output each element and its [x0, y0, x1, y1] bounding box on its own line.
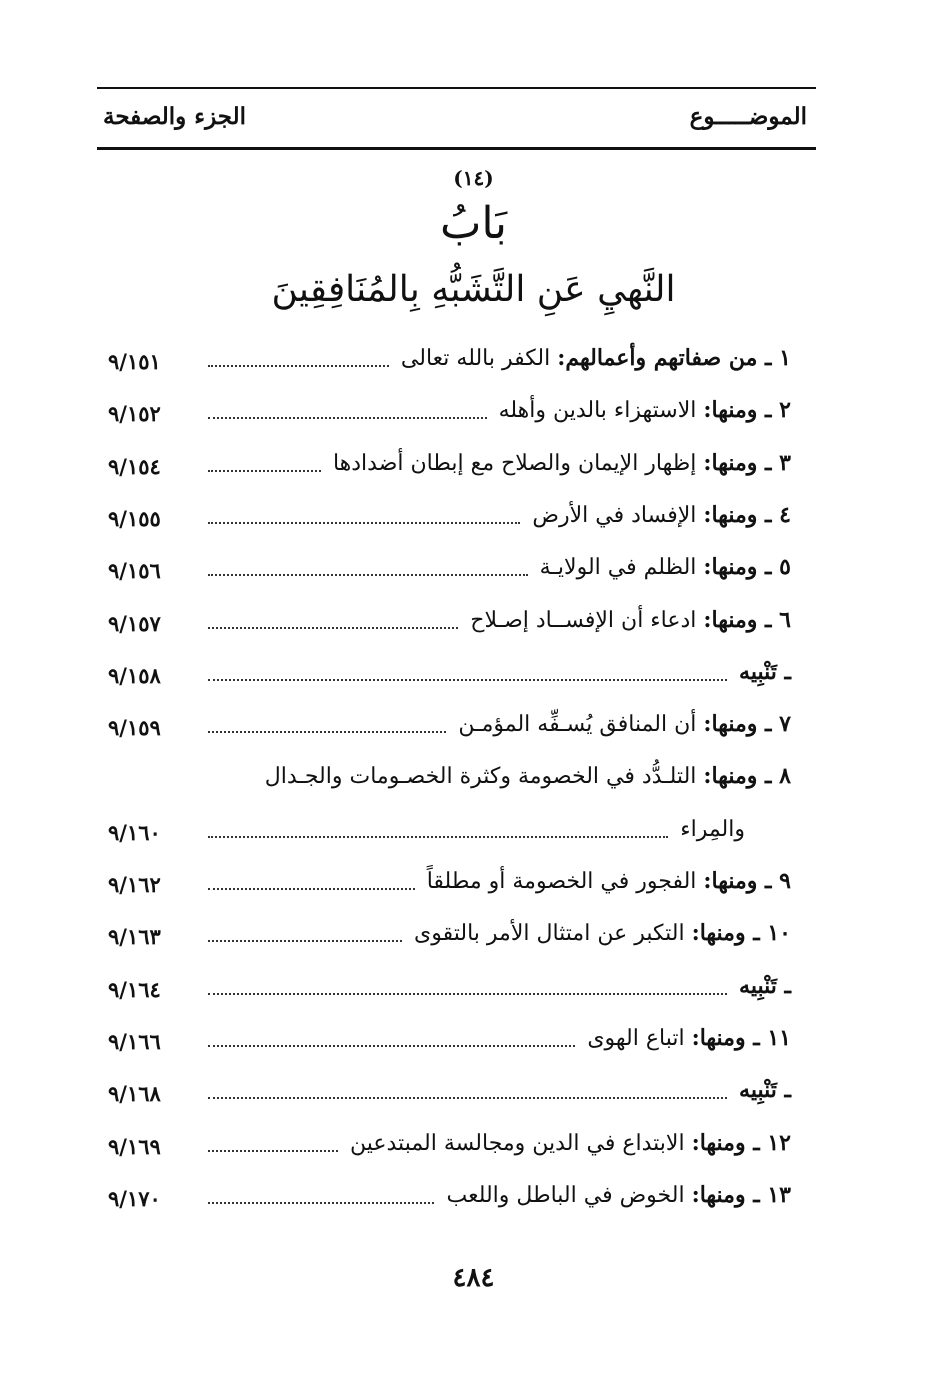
toc-entry-title — [733, 1077, 791, 1103]
toc-entry — [108, 761, 791, 801]
toc-page-ref: ٩/١٦٢ — [108, 872, 161, 897]
toc-entry — [108, 552, 791, 592]
toc-entry-text: الكفر بالله تعالى — [400, 346, 551, 371]
dot-leader — [208, 627, 458, 629]
toc-entry-title — [440, 1182, 791, 1208]
toc-entry-label: ٥ ـ ومنها: — [703, 554, 791, 580]
toc-entry-label: ١١ ـ ومنها: — [691, 1025, 791, 1051]
toc-entry — [108, 448, 791, 488]
toc-entry-title — [395, 345, 791, 371]
toc-entry-title — [259, 763, 791, 789]
toc-entry-title — [493, 397, 791, 423]
header-topic: الموضـــــوع — [689, 103, 807, 130]
toc-entry — [108, 605, 791, 645]
toc-entry-title — [421, 868, 791, 894]
toc-entry — [108, 657, 791, 697]
toc-entry — [108, 1023, 791, 1063]
toc-entry — [108, 343, 791, 383]
toc-entry-text: الخوض في الباطل واللعب — [446, 1183, 685, 1208]
toc-page-ref: ٩/١٥٤ — [108, 454, 161, 479]
toc-page-ref: ٩/١٥٢ — [108, 401, 161, 426]
toc-entry-text: والمِراء — [680, 817, 745, 842]
toc-entry-label: ٤ ـ ومنها: — [703, 502, 791, 528]
toc-entry — [108, 814, 791, 854]
toc-page-ref: ٩/١٦٨ — [108, 1081, 161, 1106]
dot-leader — [208, 679, 727, 681]
toc-entry — [108, 866, 791, 906]
dot-leader — [208, 470, 321, 472]
toc-entry-text: اتباع الهوى — [587, 1026, 685, 1051]
toc-entry-text: الاستهزاء بالدين وأهله — [498, 398, 697, 423]
toc-entry — [108, 395, 791, 435]
toc-entry — [108, 1128, 791, 1168]
toc-entry-label: ٢ ـ ومنها: — [703, 397, 791, 423]
toc-entry-label: ٨ ـ ومنها: — [703, 763, 791, 789]
dot-leader — [208, 731, 446, 733]
toc-entry-text: التكبر عن امتثال الأمر بالتقوى — [414, 921, 685, 946]
toc-page-ref: ٩/١٦٣ — [108, 924, 161, 949]
toc-entry — [108, 709, 791, 749]
toc-entry-label: ـ تَنْبِيه — [739, 659, 791, 685]
toc-entry-title — [733, 973, 791, 999]
toc-entry — [108, 500, 791, 540]
top-rule — [97, 87, 816, 89]
toc-entry-title — [674, 816, 745, 842]
toc-page-ref: ٩/١٦٠ — [108, 820, 161, 845]
dot-leader — [208, 940, 402, 942]
header-volume-page: الجزء والصفحة — [103, 103, 247, 130]
toc-page-ref: ٩/١٥١ — [108, 349, 161, 374]
dot-leader — [208, 522, 520, 524]
dot-leader — [208, 1150, 338, 1152]
toc-entry-text: الابتداع في الدين ومجالسة المبتدعين — [350, 1131, 685, 1156]
toc-page-ref: ٩/١٥٥ — [108, 506, 161, 531]
dot-leader — [208, 1202, 434, 1204]
toc-page-ref: ٩/١٦٤ — [108, 977, 161, 1002]
toc-entry-title — [526, 502, 791, 528]
toc-entry-label: ـ تَنْبِيه — [739, 973, 791, 999]
toc-entry-text: إظهار الإيمان والصلاح مع إبطان أضدادها — [332, 451, 697, 476]
toc-entry — [108, 1180, 791, 1220]
toc-entry-label: ٦ ـ ومنها: — [703, 607, 791, 633]
toc-entry-label: ١٢ ـ ومنها: — [691, 1130, 791, 1156]
toc-entry-label: ١ ـ من صفاتهم وأعمالهم: — [557, 345, 791, 371]
dot-leader — [208, 993, 727, 995]
dot-leader — [208, 574, 528, 576]
toc-page-ref: ٩/١٥٦ — [108, 558, 161, 583]
toc-page-ref: ٩/١٥٨ — [108, 663, 161, 688]
toc-entry-title — [408, 920, 791, 946]
toc-entry-label: ٣ ـ ومنها: — [703, 450, 791, 476]
dot-leader — [208, 1045, 575, 1047]
toc-entry-title — [534, 554, 791, 580]
toc-entry-text: الظلم في الولايـة — [539, 555, 697, 580]
toc-entry-title — [464, 607, 791, 633]
toc-entry-text: التلـدُّد في الخصومة وكثرة الخصـومات والجـدال — [264, 764, 697, 789]
toc-entry-label: ١٠ ـ ومنها: — [691, 920, 791, 946]
toc-entry-text: أن المنافق يُسـفِّه المؤمـن — [458, 712, 697, 737]
toc-entry-label: ٧ ـ ومنها: — [703, 711, 791, 737]
chapter-subtitle: النَّهيِ عَنِ التَّشَبُّهِ بِالمُنَافِقِينَ — [271, 269, 676, 310]
toc-entry — [108, 971, 791, 1011]
toc-entry-title — [581, 1025, 791, 1051]
toc-page-ref: ٩/١٦٩ — [108, 1134, 161, 1159]
toc-entry-title — [327, 450, 791, 476]
dot-leader — [208, 1097, 727, 1099]
toc-page-ref: ٩/١٥٧ — [108, 611, 161, 636]
toc-entry-label: ـ تَنْبِيه — [739, 1077, 791, 1103]
dot-leader — [208, 888, 415, 890]
toc-entry-label: ١٣ ـ ومنها: — [691, 1182, 791, 1208]
dot-leader — [208, 365, 389, 367]
toc-entry-text: ادعاء أن الإفســاد إصـلاح — [470, 608, 697, 633]
header-rule — [97, 147, 816, 150]
toc-entry-title — [452, 711, 791, 737]
toc-entry-label: ٩ ـ ومنها: — [703, 868, 791, 894]
toc-entry-text: الفجور في الخصومة أو مطلقاً — [426, 869, 697, 894]
toc-entry-title — [344, 1130, 791, 1156]
section-number: (١٤) — [453, 166, 494, 190]
toc-page-ref: ٩/١٧٠ — [108, 1186, 161, 1211]
page-number: ٤٨٤ — [452, 1263, 495, 1293]
dot-leader — [208, 417, 487, 419]
chapter-title: بَابُ — [439, 198, 508, 249]
toc-entry — [108, 1075, 791, 1115]
toc-page-ref: ٩/١٥٩ — [108, 715, 161, 740]
toc-entry — [108, 918, 791, 958]
toc-page-ref: ٩/١٦٦ — [108, 1029, 161, 1054]
toc-entry-text: الإفساد في الأرض — [532, 503, 697, 528]
dot-leader — [208, 836, 668, 838]
toc-entry-title — [733, 659, 791, 685]
